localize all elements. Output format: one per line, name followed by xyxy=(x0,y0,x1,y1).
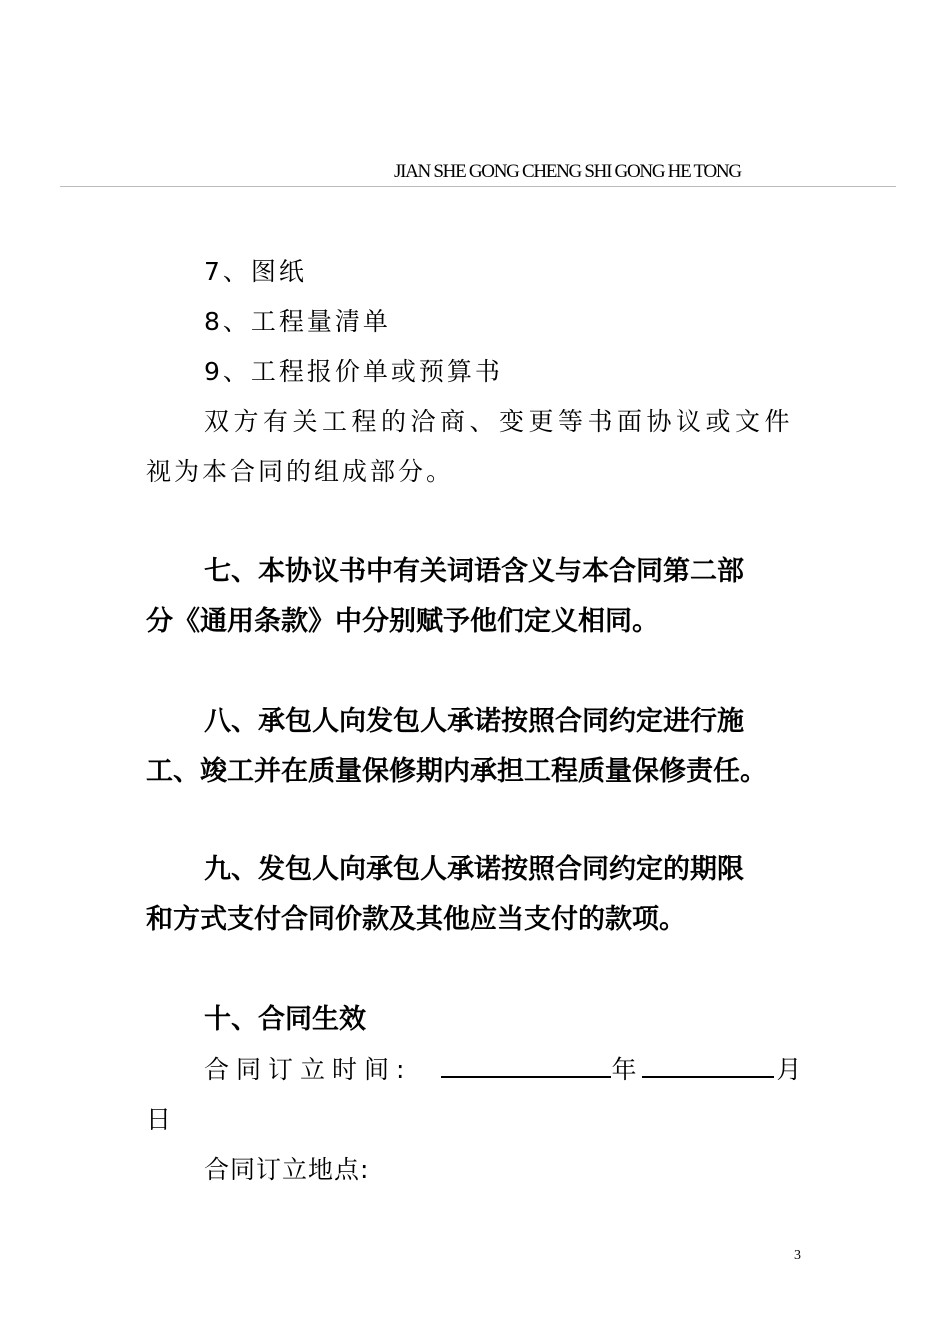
clause-9-line-1: 九、发包人向承包人承诺按照合同约定的期限 xyxy=(204,854,744,885)
clause-8-line-1: 八、承包人向发包人承诺按照合同约定进行施 xyxy=(204,706,744,737)
signing-place-label: 合同订立地点: xyxy=(204,1155,370,1184)
clause-9-line-2: 和方式支付合同价款及其他应当支付的款项。 xyxy=(146,904,686,935)
header-divider xyxy=(60,186,896,187)
signing-time-label: 合同订立时间: xyxy=(204,1055,412,1084)
page-number: 3 xyxy=(794,1248,801,1263)
list-item-quotation: 9、工程报价单或预算书 xyxy=(204,357,503,386)
month-label: 月 xyxy=(776,1055,802,1084)
signing-time-row xyxy=(204,1052,801,1088)
clause-8-line-2: 工、竣工并在质量保修期内承担工程质量保修责任。 xyxy=(146,756,767,787)
day-label: 日 xyxy=(146,1105,172,1134)
year-label: 年 xyxy=(611,1055,637,1084)
agreement-paragraph-line-2: 视为本合同的组成部分。 xyxy=(146,457,455,486)
clause-7-line-1: 七、本协议书中有关词语含义与本合同第二部 xyxy=(204,556,744,587)
clause-7-line-2: 分《通用条款》中分别赋予他们定义相同。 xyxy=(146,606,659,637)
agreement-paragraph-line-1: 双方有关工程的洽商、变更等书面协议或文件 xyxy=(204,407,795,436)
month-blank[interactable] xyxy=(642,1052,774,1078)
clause-10-heading: 十、合同生效 xyxy=(204,1004,366,1035)
list-item-bill-of-quantities: 8、工程量清单 xyxy=(204,307,391,336)
list-item-drawings: 7、图纸 xyxy=(204,257,307,286)
year-blank[interactable] xyxy=(441,1052,611,1078)
running-header-title: JIAN SHE GONG CHENG SHI GONG HE TONG xyxy=(394,161,741,182)
